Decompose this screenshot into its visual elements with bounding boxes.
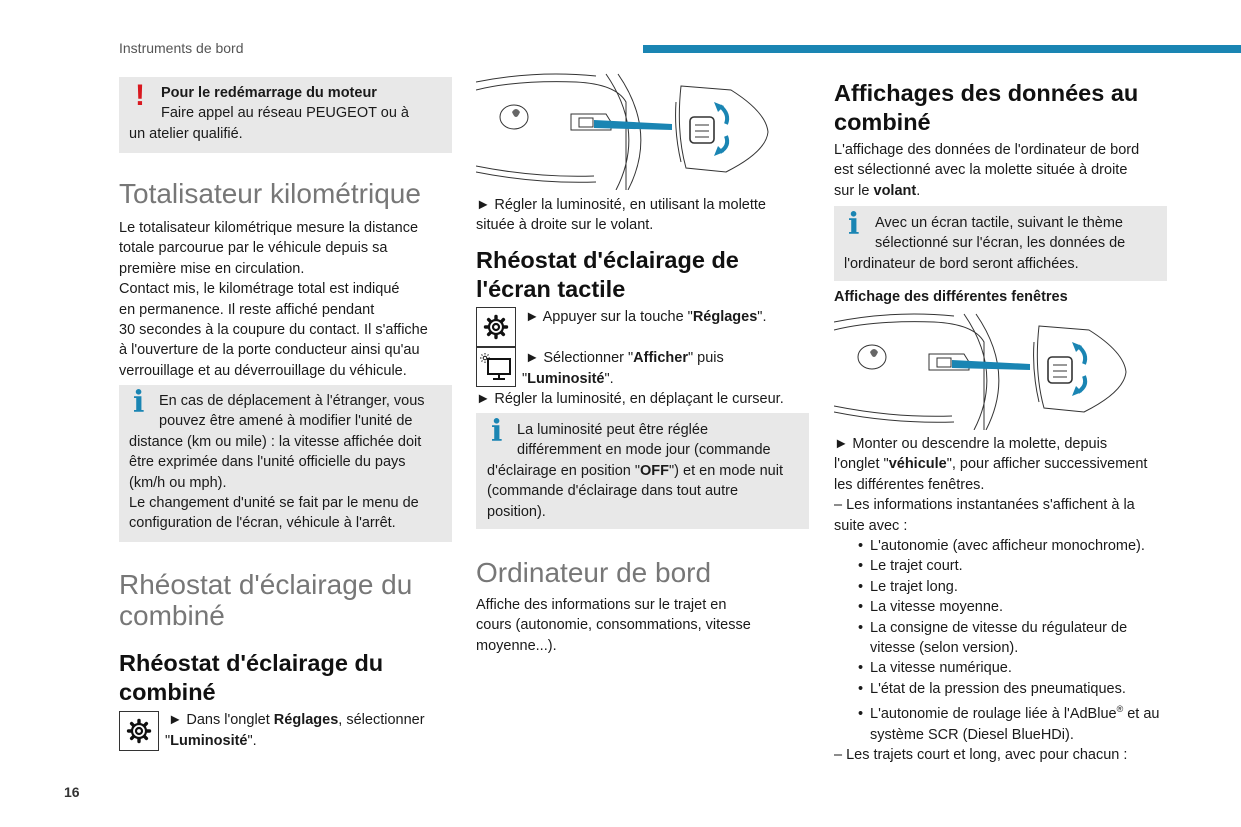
display-brightness-button[interactable] — [476, 347, 516, 387]
step-bold: Réglages — [692, 309, 758, 325]
wheel-brightness-step — [476, 195, 816, 236]
step-text: ► Appuyer sur la touche " — [525, 309, 693, 325]
text-line: 30 secondes à la coupure du contact. Il s'affiche — [119, 322, 428, 339]
text-line: les différentes fenêtres. — [834, 476, 985, 493]
heading-line: Rhéostat d'éclairage de — [476, 247, 739, 273]
info-line: (commande d'éclairage dans tout autre — [487, 483, 739, 500]
odometer-text — [119, 218, 459, 381]
info-line: Le changement d'unité se fait par le menu de — [129, 495, 419, 512]
touch-step-3: ► Régler la luminosité, en déplaçant le curseur. — [476, 391, 784, 407]
data-display-intro — [834, 140, 1174, 201]
settings-gear-button[interactable] — [119, 711, 159, 751]
info-line — [487, 461, 801, 481]
rheostat-combine-bold-heading — [119, 649, 459, 707]
info-icon: i — [491, 414, 503, 449]
step-bold: Réglages — [273, 712, 339, 728]
text-line: Affiche des informations sur le trajet en — [476, 597, 727, 613]
text: et au système SCR (Diesel BlueHDi). — [870, 706, 1160, 743]
info-box-daynight — [476, 413, 809, 529]
text-line: à l'ouverture de la porte conducteur ainsi qu'au — [119, 342, 420, 359]
list-item: • La consigne de vitesse du régulateur de vitesse (selon version). — [844, 618, 1160, 659]
combine-step — [168, 710, 458, 730]
info-line: (km/h ou mph). — [129, 474, 227, 491]
text-line: – Les trajets court et long, avec pour chacun : — [834, 746, 1128, 763]
warning-line2: un atelier qualifié. — [129, 125, 243, 142]
steering-wheel-illustration — [476, 72, 776, 190]
text-line: cours (autonomie, consommations, vitesse — [476, 617, 751, 634]
text-line — [834, 454, 1184, 474]
info-icon: i — [133, 385, 145, 420]
page-number: 16 — [64, 784, 80, 800]
heading-line: combiné — [834, 109, 931, 135]
text-line: totale parcourue par le véhicule depuis sa — [119, 240, 388, 257]
steering-wheel-illustration — [834, 312, 1134, 430]
heading-line: Rhéostat d'éclairage du — [119, 650, 384, 676]
info-line: distance (km ou mile) : la vitesse affichée doit — [129, 433, 422, 450]
data-display-heading — [834, 79, 1174, 137]
text: . — [916, 182, 921, 199]
gear-icon — [126, 718, 152, 744]
gear-icon — [483, 314, 509, 340]
text: ", pour afficher successivement — [946, 456, 1148, 473]
list-item — [844, 699, 1180, 745]
info-line: configuration de l'écran, véhicule à l'arrêt. — [129, 515, 396, 532]
step-bold: Luminosité — [527, 371, 605, 387]
windows-subheading: Affichage des différentes fenêtres — [834, 289, 1068, 305]
combine-step-cont — [165, 731, 455, 751]
step-text: " — [522, 371, 528, 387]
rheostat-touchscreen-heading — [476, 246, 816, 304]
list-item: • L'état de la pression des pneumatiques. — [844, 679, 1174, 699]
step-bold: Afficher — [633, 350, 688, 366]
header-accent-bar — [643, 45, 1241, 53]
step-text: , sélectionner — [338, 712, 425, 728]
warning-title: Pour le redémarrage du moteur — [161, 85, 377, 101]
text-bold: véhicule — [888, 456, 947, 473]
info-line: être exprimée dans l'unité officielle du pays — [129, 454, 406, 471]
info-text: ") et en mode nuit — [669, 462, 783, 479]
text-line: ► Monter ou descendre la molette, depuis — [834, 436, 1108, 452]
settings-gear-button[interactable] — [476, 307, 516, 347]
trip-computer-text — [476, 595, 806, 656]
list-item: • L'autonomie (avec afficheur monochrome). — [844, 536, 1174, 556]
text-line: suite avec : — [834, 517, 908, 534]
text-line: verrouillage et au déverrouillage du véhicule. — [119, 362, 407, 379]
heading-line: Affichages des données au — [834, 80, 1139, 106]
touch-step-2 — [525, 348, 815, 368]
step-text: ". — [247, 733, 257, 749]
text-line: – Les informations instantanées s'affichent à la — [834, 497, 1135, 514]
info-line: l'ordinateur de bord seront affichées. — [844, 255, 1079, 272]
list-item: • La vitesse numérique. — [844, 658, 1174, 678]
warning-line1: Faire appel au réseau PEUGEOT ou à — [161, 105, 409, 122]
text-line: en permanence. Il reste affiché pendant — [119, 301, 375, 318]
registered-mark: ® — [1116, 704, 1124, 715]
touch-step-2-cont — [522, 369, 812, 389]
text-line: L'affichage des données de l'ordinateur de bord — [834, 142, 1140, 158]
heading-line: combiné — [119, 600, 225, 631]
info-line: pouvez être amené à modifier l'unité de — [159, 413, 413, 430]
rheostat-combine-light-heading — [119, 569, 459, 631]
instant-info-list — [844, 536, 1174, 745]
text-line: Le totalisateur kilométrique mesure la distance — [119, 220, 419, 236]
heading-line: combiné — [119, 679, 216, 705]
info-text: d'éclairage en position " — [487, 462, 641, 479]
info-bold: OFF — [640, 462, 670, 479]
windows-steps — [834, 434, 1184, 765]
text: l'onglet " — [834, 456, 889, 473]
step-text: " puis — [687, 350, 724, 366]
list-item: • La vitesse moyenne. — [844, 597, 1174, 617]
screen-brightness-icon — [479, 352, 513, 382]
heading-line: Rhéostat d'éclairage du — [119, 569, 413, 600]
warning-box — [119, 77, 452, 153]
step-text: ► Dans l'onglet — [168, 712, 274, 728]
text: L'autonomie de roulage liée à l'AdBlue — [870, 706, 1117, 723]
text-line — [834, 181, 1174, 201]
info-icon: i — [848, 207, 860, 242]
text: sur le — [834, 182, 874, 199]
heading-line: l'écran tactile — [476, 276, 626, 302]
list-item: • Le trajet long. — [844, 577, 1174, 597]
info-line: position). — [487, 503, 546, 520]
odometer-heading: Totalisateur kilométrique — [119, 178, 421, 209]
info-line: différemment en mode jour (commande — [517, 442, 771, 459]
info-line: En cas de déplacement à l'étranger, vous — [159, 393, 425, 409]
info-line: Avec un écran tactile, suivant le thème — [875, 215, 1123, 231]
step-text: ► Sélectionner " — [525, 350, 634, 366]
text-line: Contact mis, le kilométrage total est indiqué — [119, 281, 400, 298]
info-line: La luminosité peut être réglée — [517, 422, 709, 438]
list-item: • Le trajet court. — [844, 556, 1174, 576]
step-text: " — [165, 733, 171, 749]
text-bold: volant — [873, 182, 917, 199]
info-line: sélectionné sur l'écran, les données de — [875, 235, 1126, 252]
step-text: ". — [757, 309, 767, 325]
text-line: moyenne...). — [476, 637, 557, 654]
text-line: ► Régler la luminosité, en utilisant la molette — [476, 197, 766, 213]
step-text: ". — [604, 371, 614, 387]
touch-step-1 — [525, 307, 815, 327]
info-box-units — [119, 385, 452, 542]
step-bold: Luminosité — [170, 733, 248, 749]
text-line: première mise en circulation. — [119, 260, 305, 277]
exclamation-icon: ! — [135, 79, 145, 112]
info-box-touchscreen — [834, 206, 1167, 281]
trip-computer-heading: Ordinateur de bord — [476, 557, 712, 588]
text-line: située à droite sur le volant. — [476, 217, 654, 234]
text-line: est sélectionné avec la molette située à droite — [834, 162, 1128, 179]
section-title: Instruments de bord — [119, 40, 244, 56]
